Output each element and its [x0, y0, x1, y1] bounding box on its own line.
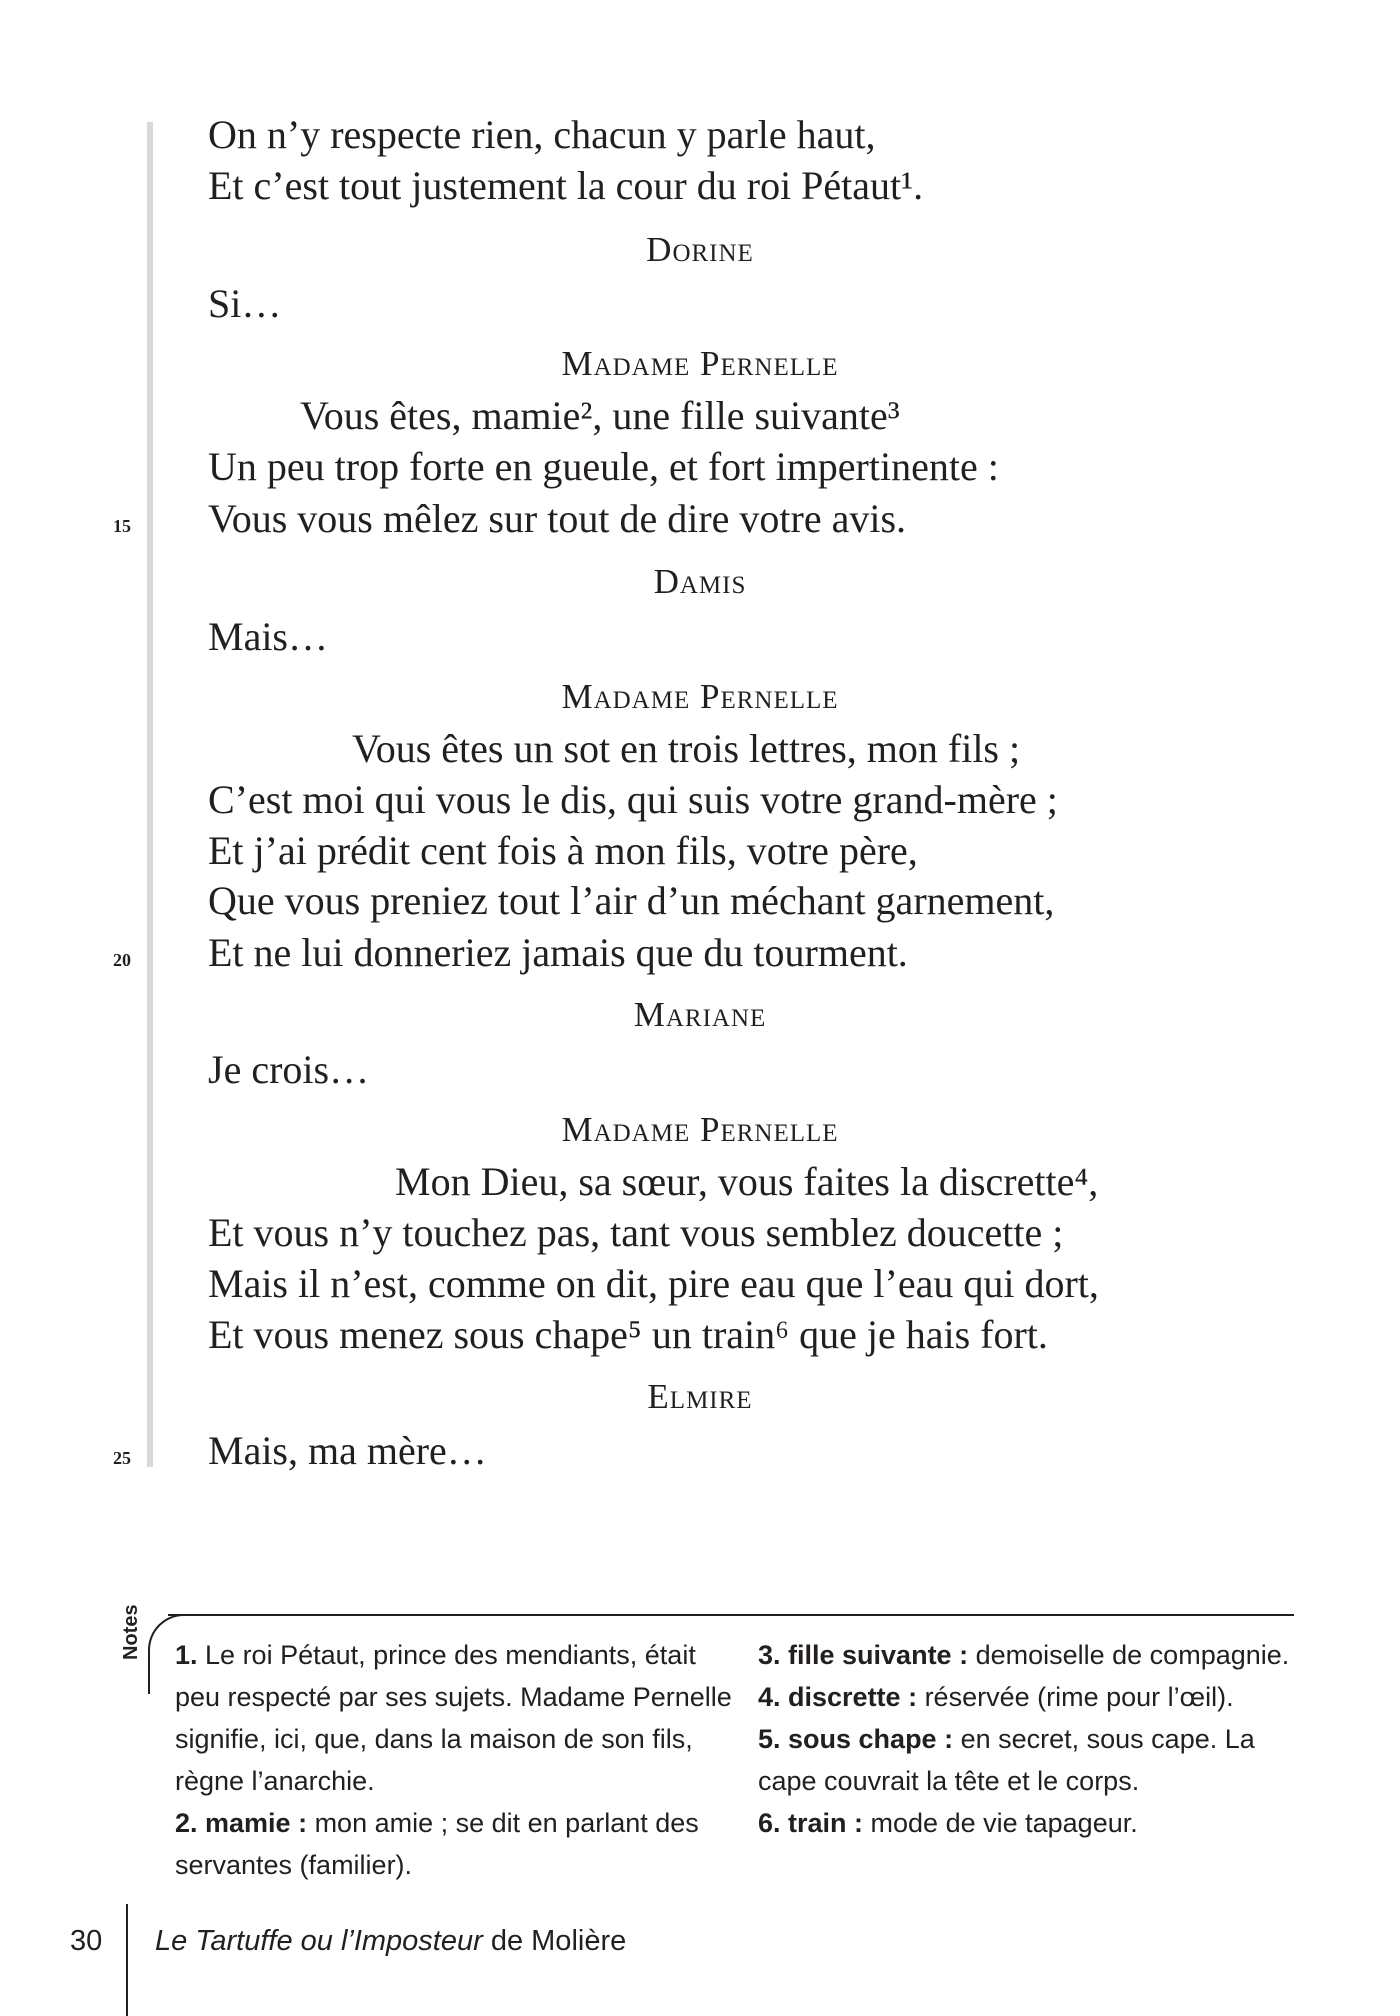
speaker-name: Elmire	[647, 1377, 753, 1416]
footnote-text: mode de vie tapageur.	[863, 1808, 1138, 1838]
footnote	[175, 1634, 735, 1802]
verse-line: On n’y respecte rien, chacun y parle haut,	[208, 112, 876, 157]
verse-line: Un peu trop forte en gueule, et fort impertinente :	[208, 444, 999, 489]
verse-line: Et vous n’y touchez pas, tant vous semblez doucette ;	[208, 1210, 1064, 1255]
footnote-text: réservée (rime pour l’œil).	[917, 1682, 1234, 1712]
footnote	[758, 1634, 1298, 1676]
footnote-term: 4. discrette :	[758, 1682, 918, 1712]
verse-line: Et c’est tout justement la cour du roi Pétaut¹.	[208, 163, 924, 208]
footnote	[758, 1676, 1298, 1718]
line-number: 20	[113, 950, 131, 970]
footnote	[758, 1718, 1298, 1802]
notes-divider	[168, 1614, 1294, 1616]
footnote-text: mon amie ; se dit en parlant des servantes (familier).	[175, 1808, 699, 1880]
page-footer	[70, 1925, 627, 1958]
footnote-term: 6. train :	[758, 1808, 864, 1838]
running-title	[155, 1925, 626, 1958]
footnote-term: 1.	[175, 1640, 198, 1670]
line-number: 25	[113, 1448, 131, 1468]
speaker-name: Madame Pernelle	[561, 677, 839, 716]
speaker-name: Madame Pernelle	[561, 344, 839, 383]
notes-column-left	[175, 1634, 735, 1886]
speaker-name: Madame Pernelle	[561, 1110, 839, 1149]
verse-line: Vous vous mêlez sur tout de dire votre avis.	[208, 496, 907, 541]
footer-divider	[126, 1904, 128, 2016]
verse-line: Mais…	[208, 614, 328, 659]
verse-line: C’est moi qui vous le dis, qui suis votre grand-mère ;	[208, 777, 1058, 822]
speaker-name: Damis	[653, 562, 747, 601]
verse-line: Que vous preniez tout l’air d’un méchant garnement,	[208, 878, 1055, 923]
book-author: de Molière	[482, 1925, 627, 1957]
verse-line: Et ne lui donneriez jamais que du tourment.	[208, 930, 908, 975]
book-title: Le Tartuffe ou l’Imposteur	[155, 1925, 483, 1957]
footnote-text: en secret, sous cape. La cape couvrait la tête et le corps.	[758, 1724, 1255, 1796]
verse-line: Mais il n’est, comme on dit, pire eau que l’eau qui dort,	[208, 1261, 1099, 1306]
footnote-term: 2. mamie :	[175, 1808, 308, 1838]
speaker-name: Dorine	[646, 230, 754, 269]
footnote-term: 3. fille suivante :	[758, 1640, 969, 1670]
speaker-name: Mariane	[633, 995, 767, 1034]
verse-line: Mais, ma mère…	[208, 1428, 487, 1473]
footnote-term: 5. sous chape :	[758, 1724, 954, 1754]
verse-line: Vous êtes un sot en trois lettres, mon fils ;	[352, 726, 1021, 771]
line-number: 15	[113, 516, 131, 536]
page-number: 30	[70, 1925, 103, 1957]
notes-label: Notes	[120, 1604, 142, 1660]
verse-line: Je crois…	[208, 1047, 370, 1092]
footnote	[175, 1802, 735, 1886]
verse-line: Mon Dieu, sa sœur, vous faites la discrette⁴,	[395, 1159, 1099, 1204]
footnote	[758, 1802, 1298, 1844]
verse-line: Et vous menez sous chape⁵ un train⁶ que je hais fort.	[208, 1312, 1048, 1357]
notes-column-right	[758, 1634, 1298, 1844]
verse-line: Si…	[208, 281, 282, 326]
verse-line: Vous êtes, mamie², une fille suivante³	[300, 393, 900, 438]
footnote-text: demoiselle de compagnie.	[968, 1640, 1290, 1670]
footnote-text: Le roi Pétaut, prince des mendiants, était peu respecté par ses sujets. Madame Pernelle signifie, ici, que, dans la maison de son fils, règne l’anarchie.	[175, 1640, 732, 1796]
verse-line: Et j’ai prédit cent fois à mon fils, votre père,	[208, 828, 918, 873]
